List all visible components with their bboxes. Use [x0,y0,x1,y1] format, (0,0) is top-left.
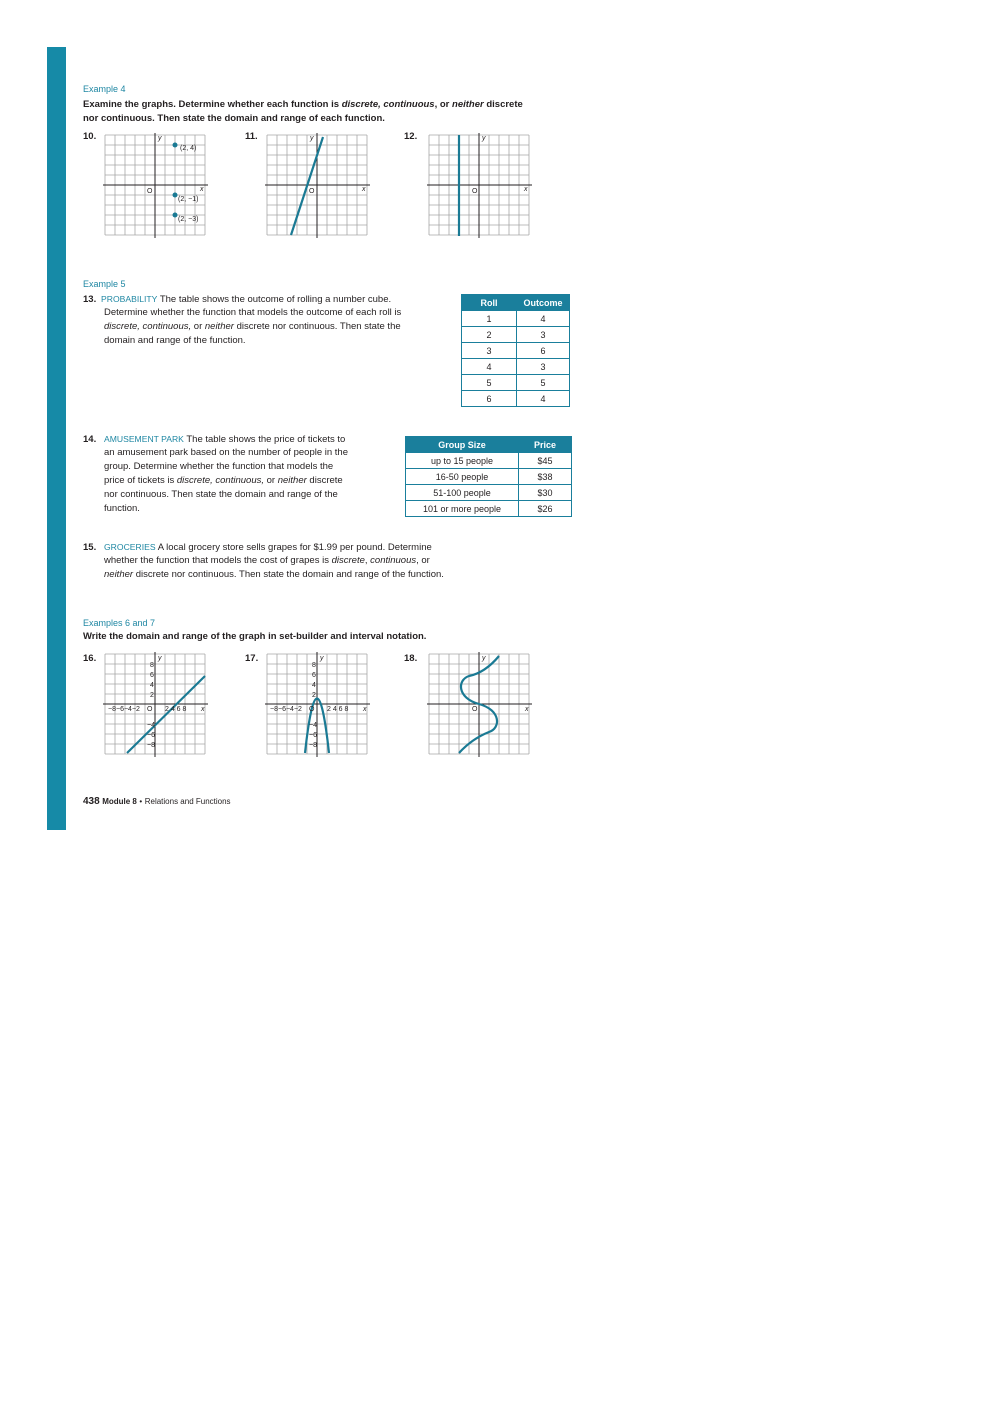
example-4-instructions-line2: nor continuous. Then state the domain and range of each function. [83,113,385,124]
footer-title: Relations and Functions [144,797,231,806]
graph-17-y-tick-6: 6 [312,672,316,679]
outcome-cell: 6 [517,343,570,359]
graph-17-y-tick-2: 2 [312,692,316,699]
examples-6-7-instructions: Write the domain and range of the graph in set-builder and interval notation. [83,631,427,642]
outcome-cell: 4 [517,311,570,327]
roll-header: Roll [462,295,517,311]
graph-17 [267,654,368,755]
graph-16-y-tick-neg4: −4 [147,722,155,729]
table-row [462,327,570,343]
graph-17-x-label: x [363,706,367,713]
graph-16-y-tick-6: 6 [150,672,154,679]
problem-18-number: 18. [404,653,418,664]
problem-13-line4: domain and range of the function. [104,335,246,346]
roll-outcome-table [461,294,570,407]
problem-11-number: 11. [245,131,258,142]
graph-10-label-2-neg3: (2, −3) [178,216,199,223]
group-price-table [405,436,572,517]
problem-14-line3: group. Determine whether the function that models the [104,461,334,472]
table-row [462,375,570,391]
roll-cell: 6 [462,391,517,407]
problem-14-line4: price of tickets is discrete, continuous, or neither discrete [104,475,343,486]
roll-cell: 4 [462,359,517,375]
group-price-table-header [406,437,572,453]
problem-12-number: 12. [404,131,418,142]
graph-16-y-tick-neg8: −8 [147,742,155,749]
problem-17-number: 17. [245,653,259,664]
problem-16-number: 16. [83,653,97,664]
example-4-instructions-line1: Examine the graphs. Determine whether each function is discrete, continuous, or neither discrete [83,99,523,110]
graph-11-origin: O [309,188,315,195]
roll-cell: 2 [462,327,517,343]
problem-15-line3: neither discrete nor continuous. Then state the domain and range of the function. [104,569,444,580]
group-size-cell: up to 15 people [406,453,519,469]
outcome-header: Outcome [517,295,570,311]
problem-14-number: 14. [83,434,97,445]
graph-12 [429,135,530,236]
graph-10-label-2-neg1: (2, −1) [178,196,199,203]
graph-17-y-tick-8: 8 [312,662,316,669]
graph-10-point-2-4 [173,143,178,148]
outcome-cell: 3 [517,327,570,343]
graph-10-origin: O [147,188,153,195]
table-row [462,359,570,375]
table-row [462,391,570,407]
table-row [406,469,572,485]
group-size-cell: 16-50 people [406,469,519,485]
graph-16-x-ticks-negative: −8−6−4−2 [108,706,140,713]
page-footer [83,796,231,807]
table-row [406,501,572,517]
graph-18-y-label: y [482,655,486,662]
problem-13-line1: PROBABILITY The table shows the outcome of rolling a number cube. [101,294,392,305]
footer-separator: • [139,797,143,806]
table-row [406,485,572,501]
graph-10-point-2-neg1 [173,193,178,198]
table-row [462,343,570,359]
graph-10-x-label: x [200,186,204,193]
price-cell: $30 [519,485,572,501]
graph-16-y-label: y [158,655,162,662]
problem-15-number: 15. [83,542,97,553]
module-label: Module 8 [102,797,137,806]
graph-17-y-tick-4: 4 [312,682,316,689]
graph-16-x-label: x [201,706,205,713]
graph-17-y-tick-neg8: −8 [309,742,317,749]
outcome-cell: 4 [517,391,570,407]
graph-16-y-tick-8: 8 [150,662,154,669]
price-cell: $45 [519,453,572,469]
graph-18-origin: O [472,706,478,713]
problem-13-line3: discrete, continuous, or neither discrete nor continuous. Then state the [104,321,401,332]
outcome-cell: 5 [517,375,570,391]
graph-16-line [127,676,205,753]
sidebar-stripe [47,47,66,830]
graph-17-y-tick-neg6: −6 [309,732,317,739]
graph-12-x-label: x [524,186,528,193]
graph-16-y-tick-2: 2 [150,692,154,699]
problem-14-line5: nor continuous. Then state the domain and range of the [104,489,338,500]
graph-12-y-label: y [482,135,486,142]
graph-17-origin: O [309,706,315,713]
problem-13-line2: Determine whether the function that models the outcome of each roll is [104,307,402,318]
graph-17-y-tick-neg4: −4 [309,722,317,729]
table-row [462,311,570,327]
graph-16-y-tick-neg6: −6 [147,732,155,739]
table-row [406,453,572,469]
examples-6-7-label: Examples 6 and 7 [83,618,156,628]
graph-16-x-ticks-positive: 2 4 6 8 [165,706,187,713]
problem-13-number: 13. [83,294,97,305]
problem-10-number: 10. [83,131,97,142]
roll-outcome-table-header [462,295,570,311]
graph-10-label-2-4: (2, 4) [180,145,197,152]
graph-16-y-tick-4: 4 [150,682,154,689]
roll-cell: 5 [462,375,517,391]
graph-12-origin: O [472,188,478,195]
graph-10-y-label: y [158,135,162,142]
roll-cell: 3 [462,343,517,359]
page-number: 438 [83,796,100,807]
graph-10-point-2-neg3 [173,213,178,218]
group-size-cell: 51-100 people [406,485,519,501]
graph-11 [267,135,368,236]
graph-17-y-label: y [320,655,324,662]
example-4-label: Example 4 [83,84,126,94]
problem-14-line6: function. [104,503,140,514]
price-cell: $38 [519,469,572,485]
example-5-label: Example 5 [83,279,126,289]
graph-10 [105,135,206,236]
roll-cell: 1 [462,311,517,327]
price-cell: $26 [519,501,572,517]
graph-17-x-ticks-positive: 2 4 6 8 [327,706,349,713]
problem-15-line1: GROCERIES A local grocery store sells grapes for $1.99 per pound. Determine [104,542,432,553]
graph-11-x-label: x [362,186,366,193]
group-size-header: Group Size [406,437,519,453]
graph-11-y-label: y [310,135,314,142]
outcome-cell: 3 [517,359,570,375]
problem-14-line2: an amusement park based on the number of people in the [104,447,348,458]
graph-18 [429,654,530,755]
graph-16 [105,654,206,755]
problem-14-line1: AMUSEMENT PARK The table shows the price of tickets to [104,434,346,445]
group-size-cell: 101 or more people [406,501,519,517]
problem-15-line2: whether the function that models the cost of grapes is discrete, continuous, or [104,555,430,566]
graph-16-origin: O [147,706,153,713]
price-header: Price [519,437,572,453]
graph-18-x-label: x [525,706,529,713]
graph-17-x-ticks-negative: −8−6−4−2 [270,706,302,713]
